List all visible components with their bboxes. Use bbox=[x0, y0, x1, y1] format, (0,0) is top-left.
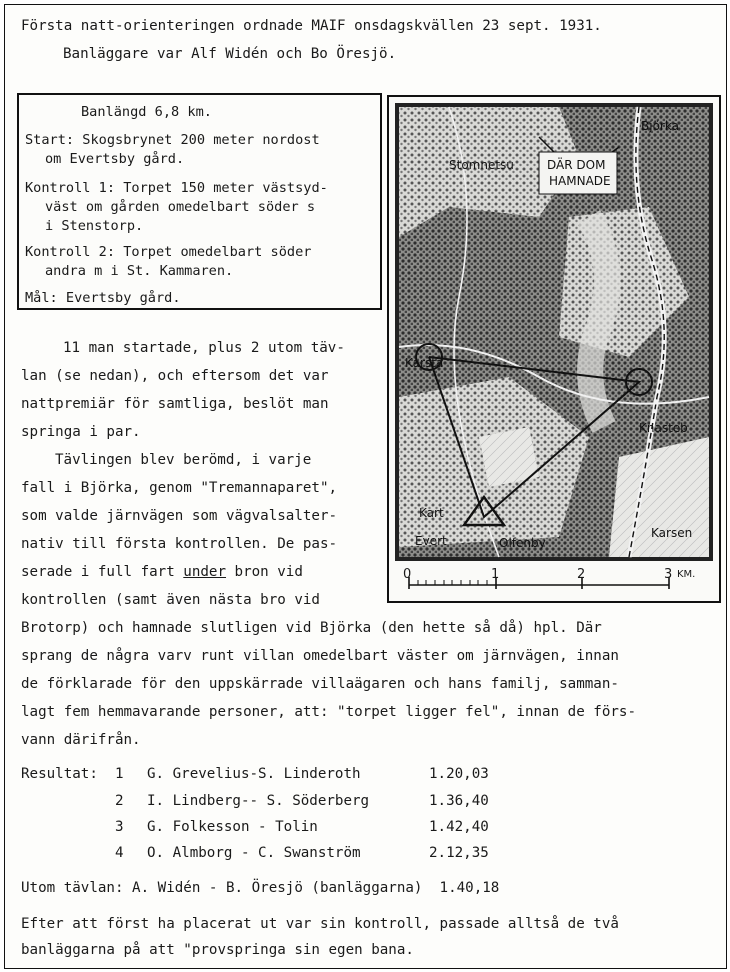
story-line-3: nattpremiär för samtliga, beslöt man bbox=[21, 396, 329, 412]
result-place-3: 3 bbox=[115, 819, 124, 835]
course-info-box bbox=[17, 93, 382, 310]
orienteering-map bbox=[387, 95, 721, 603]
result-names-3: G. Folkesson - Tolin bbox=[147, 819, 318, 835]
map-label-stomnen: Stomnetsu bbox=[449, 158, 514, 172]
story-line-12: sprang de några varv runt villan omedelbart väster om järnvägen, innan bbox=[21, 648, 619, 664]
scale-unit: KM. bbox=[677, 569, 696, 580]
map-label-dar-dom: DÄR DOM bbox=[547, 158, 606, 172]
story-line-13: de förklarade för den uppskärrade villaägaren och hans familj, samman- bbox=[21, 676, 619, 692]
map-label-karsta: Karsta bbox=[405, 356, 444, 370]
closing-line-1: Efter att först ha placerat ut var sin kontroll, passade alltså de två bbox=[21, 916, 619, 932]
result-names-2: I. Lindberg-- S. Söderberg bbox=[147, 793, 370, 809]
result-place-4: 4 bbox=[115, 845, 124, 861]
story-line-15: vann därifrån. bbox=[21, 732, 141, 748]
scale-tick-3: 3 bbox=[664, 567, 673, 582]
result-names-1: G. Grevelius-S. Linderoth bbox=[147, 766, 361, 782]
map-label-olfenby: Olfenby bbox=[499, 536, 546, 550]
result-names-4: O. Almborg - C. Swanström bbox=[147, 845, 361, 861]
control2-line-2: andra m i St. Kammaren. bbox=[45, 263, 234, 279]
results-label: Resultat: bbox=[21, 766, 98, 782]
course-length: Banlängd 6,8 km. bbox=[81, 104, 212, 120]
result-time-1: 1.20,03 bbox=[429, 766, 489, 782]
story-line-7: som valde järnvägen som vägvalsalter- bbox=[21, 508, 338, 524]
control1-line-1: Kontroll 1: Torpet 150 meter västsyd- bbox=[25, 180, 328, 196]
control1-line-3: i Stenstorp. bbox=[45, 218, 144, 234]
story-line-9 bbox=[21, 563, 303, 581]
map-label-kart: Kart bbox=[419, 506, 444, 520]
result-place-1: 1 bbox=[115, 766, 124, 782]
story-line-10: kontrollen (samt även nästa bro vid bbox=[21, 592, 320, 608]
story-line-4: springa i par. bbox=[21, 424, 141, 440]
goal-line: Mål: Evertsby gård. bbox=[25, 290, 181, 306]
story-line-9b: bron vid bbox=[226, 564, 303, 580]
story-line-11: Brotorp) och hamnade slutligen vid Björka (den hette så då) hpl. Där bbox=[21, 620, 602, 636]
scale-tick-0: 0 bbox=[403, 567, 412, 582]
result-time-2: 1.36,40 bbox=[429, 793, 489, 809]
story-line-2: lan (se nedan), och eftersom det var bbox=[21, 368, 329, 384]
story-line-14: lagt fem hemmavarande personer, att: "torpet ligger fel", innan de förs- bbox=[21, 704, 636, 720]
outside-competition: Utom tävlan: A. Widén - B. Öresjö (banläggarna) 1.40,18 bbox=[21, 880, 500, 896]
intro-line-1: Första natt-orienteringen ordnade MAIF onsdagskvällen 23 sept. 1931. bbox=[21, 18, 602, 34]
control2-line-1: Kontroll 2: Torpet omedelbart söder bbox=[25, 244, 312, 260]
intro-line-2: Banläggare var Alf Widén och Bo Öresjö. bbox=[63, 46, 397, 62]
story-line-9a: serade i full fart bbox=[21, 564, 184, 580]
document-page bbox=[4, 4, 727, 969]
story-line-6: fall i Björka, genom "Tremannaparet", bbox=[21, 480, 338, 496]
map-label-karsen: Karsen bbox=[651, 526, 693, 540]
map-label-bjorka: Björka bbox=[641, 119, 679, 133]
scale-tick-2: 2 bbox=[577, 567, 586, 582]
underlined-under: under bbox=[183, 564, 227, 580]
map-figure bbox=[389, 97, 719, 567]
story-line-1: 11 man startade, plus 2 utom täv- bbox=[63, 340, 345, 356]
story-line-8: nativ till första kontrollen. De pas- bbox=[21, 536, 338, 552]
result-time-4: 2.12,35 bbox=[429, 845, 489, 861]
result-place-2: 2 bbox=[115, 793, 124, 809]
closing-line-2: banläggarna på att "provspringa sin egen bana. bbox=[21, 942, 414, 958]
map-label-hamnade: HAMNADE bbox=[549, 174, 611, 188]
result-time-3: 1.42,40 bbox=[429, 819, 489, 835]
story-line-5: Tävlingen blev berömd, i varje bbox=[55, 452, 312, 468]
map-label-knastebo: Knasteb bbox=[639, 421, 688, 435]
start-line-1: Start: Skogsbrynet 200 meter nordost bbox=[25, 132, 320, 148]
start-line-2: om Evertsby gård. bbox=[45, 151, 185, 167]
map-label-evert: Evert bbox=[415, 534, 447, 548]
control1-line-2: väst om gården omedelbart söder s bbox=[45, 199, 316, 215]
scale-tick-1: 1 bbox=[491, 567, 500, 582]
